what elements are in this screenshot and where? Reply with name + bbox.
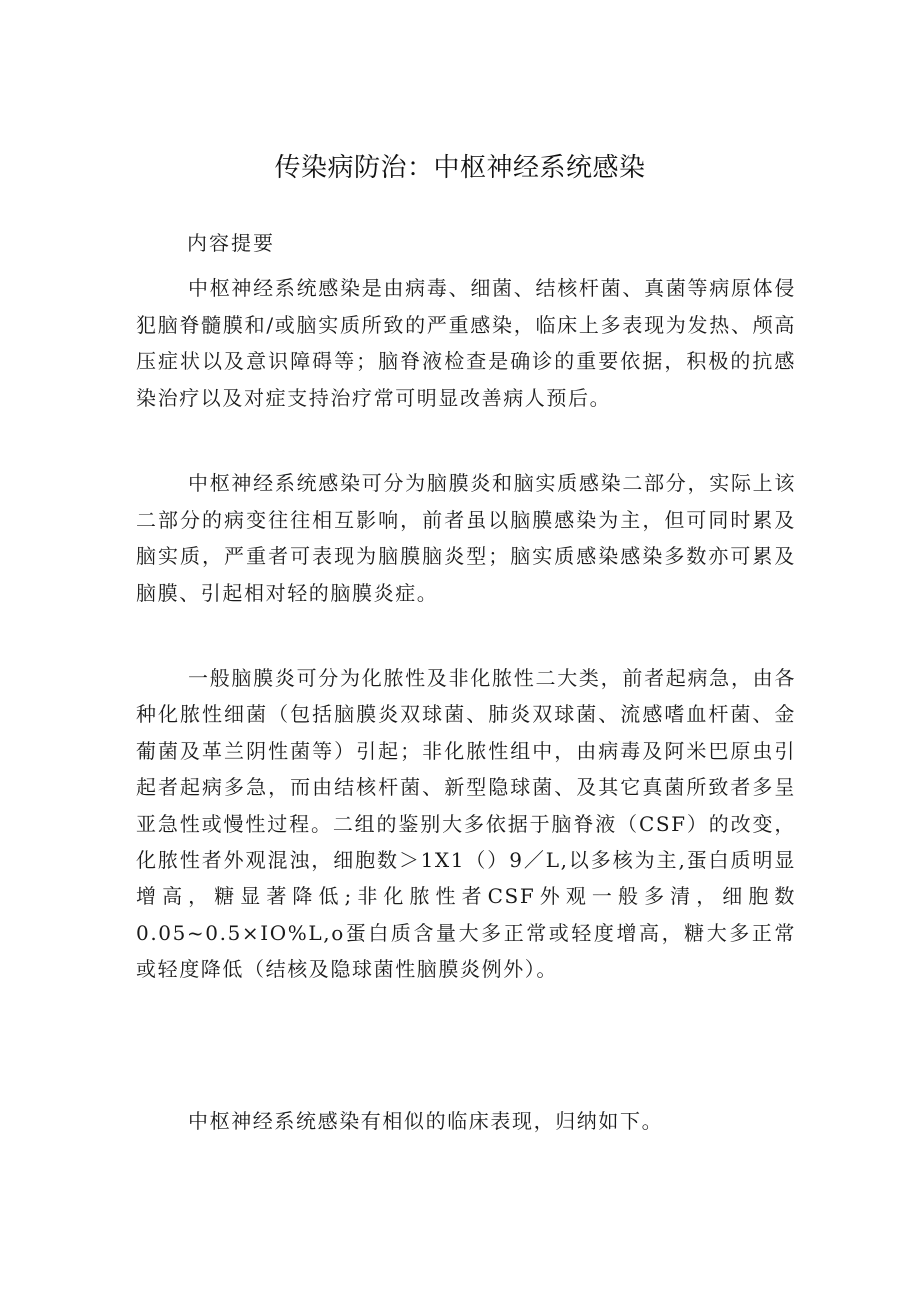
paragraph-summary: 中枢神经系统感染有相似的临床表现，归纳如下。	[188, 1109, 664, 1133]
section-heading: 内容提要	[187, 231, 275, 255]
paragraph-classification: 中枢神经系统感染可分为脑膜炎和脑实质感染二部分，实际上该二部分的病变往往相互影响，前者虽以脑膜感染为主，但可同时累及脑实质，严重者可表现为脑膜脑炎型；脑实质感染感染多数亦可累及脑膜、引起相对轻的脑膜炎症。	[136, 471, 796, 605]
paragraph-meningitis-types: 一般脑膜炎可分为化脓性及非化脓性二大类，前者起病急，由各种化脓性细菌（包括脑膜炎双球菌、肺炎双球菌、流感嗜血杆菌、金葡菌及革兰阴性菌等）引起；非化脓性组中，由病毒及阿米巴原虫引起者起病多急，而由结核杆菌、新型隐球菌、及其它真菌所致者多呈亚急性或慢性过程。二组的鉴别大多依据于脑脊液（CSF）的改变，化脓性者外观混浊，细胞数＞1X1（）9／L,以多核为主,蛋白质明显增高，糖显著降低;非化脓性者CSF外观一般多清，细胞数0.05~0.5×IO%L,o蛋白质含量大多正常或轻度增高，糖大多正常或轻度降低（结核及隐球菌性脑膜炎例外）。	[136, 666, 796, 982]
page-title: 传染病防治：中枢神经系统感染	[274, 153, 646, 183]
paragraph-overview: 中枢神经系统感染是由病毒、细菌、结核杆菌、真菌等病原体侵犯脑脊髓膜和/或脑实质所致的严重感染，临床上多表现为发热、颅高压症状以及意识障碍等；脑脊液检查是确诊的重要依据，积极的抗感染治疗以及对症支持治疗常可明显改善病人预后。	[136, 276, 796, 410]
